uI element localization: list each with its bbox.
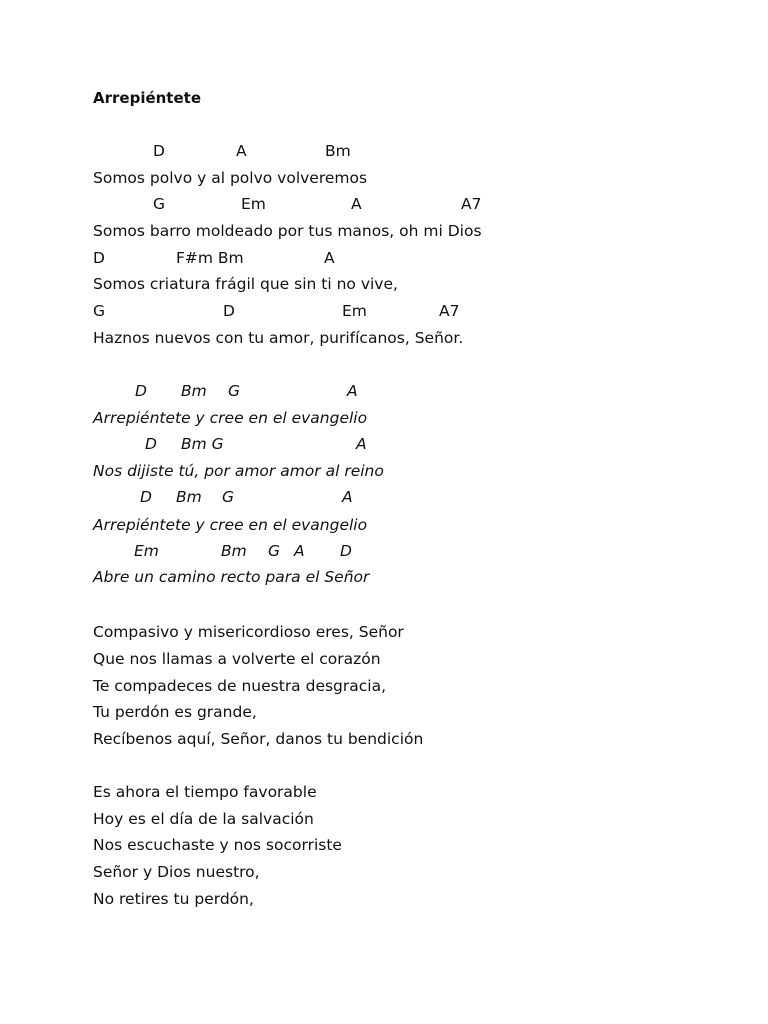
lyric-line: Nos dijiste tú, por amor amor al reino [93, 462, 384, 480]
chord: D [93, 249, 105, 267]
lyric-line: Compasivo y misericordioso eres, Señor [93, 623, 404, 641]
chord: G [222, 488, 235, 506]
lyric-line: Hoy es el día de la salvación [93, 810, 314, 828]
lyric-line: Te compadeces de nuestra desgracia, [93, 677, 387, 695]
lyric-line: Somos barro moldeado por tus manos, oh mi Dios [93, 222, 482, 240]
lyric-line: Haznos nuevos con tu amor, purifícanos, Señor. [93, 329, 464, 347]
chord: Em [342, 302, 367, 320]
chord: A [356, 435, 367, 453]
chord: Bm [176, 488, 202, 506]
lyric-line: Arrepiéntete y cree en el evangelio [93, 516, 368, 534]
chord: A7 [461, 195, 482, 213]
lyric-line: Recíbenos aquí, Señor, danos tu bendición [93, 730, 424, 748]
chord: Bm [221, 542, 247, 560]
chord: D [145, 435, 157, 453]
lyric-line: Abre un camino recto para el Señor [93, 568, 370, 586]
lyric-line: Somos criatura frágil que sin ti no vive, [93, 275, 398, 293]
lyric-line: Nos escuchaste y nos socorriste [93, 836, 342, 854]
chord: D [223, 302, 235, 320]
lyric-line: Somos polvo y al polvo volveremos [93, 169, 368, 187]
chord: A [347, 382, 358, 400]
chord: A [342, 488, 353, 506]
lyric-line: Tu perdón es grande, [93, 703, 257, 721]
chord: G [228, 382, 241, 400]
lyric-line: No retires tu perdón, [93, 890, 254, 908]
lyric-line: Arrepiéntete y cree en el evangelio [93, 409, 368, 427]
song-title: Arrepiéntete [93, 89, 201, 107]
chord: D [140, 488, 152, 506]
chord: A [236, 142, 247, 160]
chord: A7 [439, 302, 460, 320]
chord: G [93, 302, 106, 320]
chord: D [135, 382, 147, 400]
chord: G [153, 195, 166, 213]
chord: Bm G [181, 435, 224, 453]
chord: Em [134, 542, 159, 560]
chord: D [153, 142, 165, 160]
lyric-line: Es ahora el tiempo favorable [93, 783, 317, 801]
chord: F#m Bm [176, 249, 244, 267]
chord: A [351, 195, 362, 213]
chord: G [268, 542, 281, 560]
chord: A [294, 542, 305, 560]
chord: A [324, 249, 335, 267]
chord: Bm [325, 142, 351, 160]
lyric-line: Señor y Dios nuestro, [93, 863, 260, 881]
lyric-line: Que nos llamas a volverte el corazón [93, 650, 381, 668]
chord: D [340, 542, 352, 560]
chord: Bm [181, 382, 207, 400]
chord: Em [241, 195, 266, 213]
